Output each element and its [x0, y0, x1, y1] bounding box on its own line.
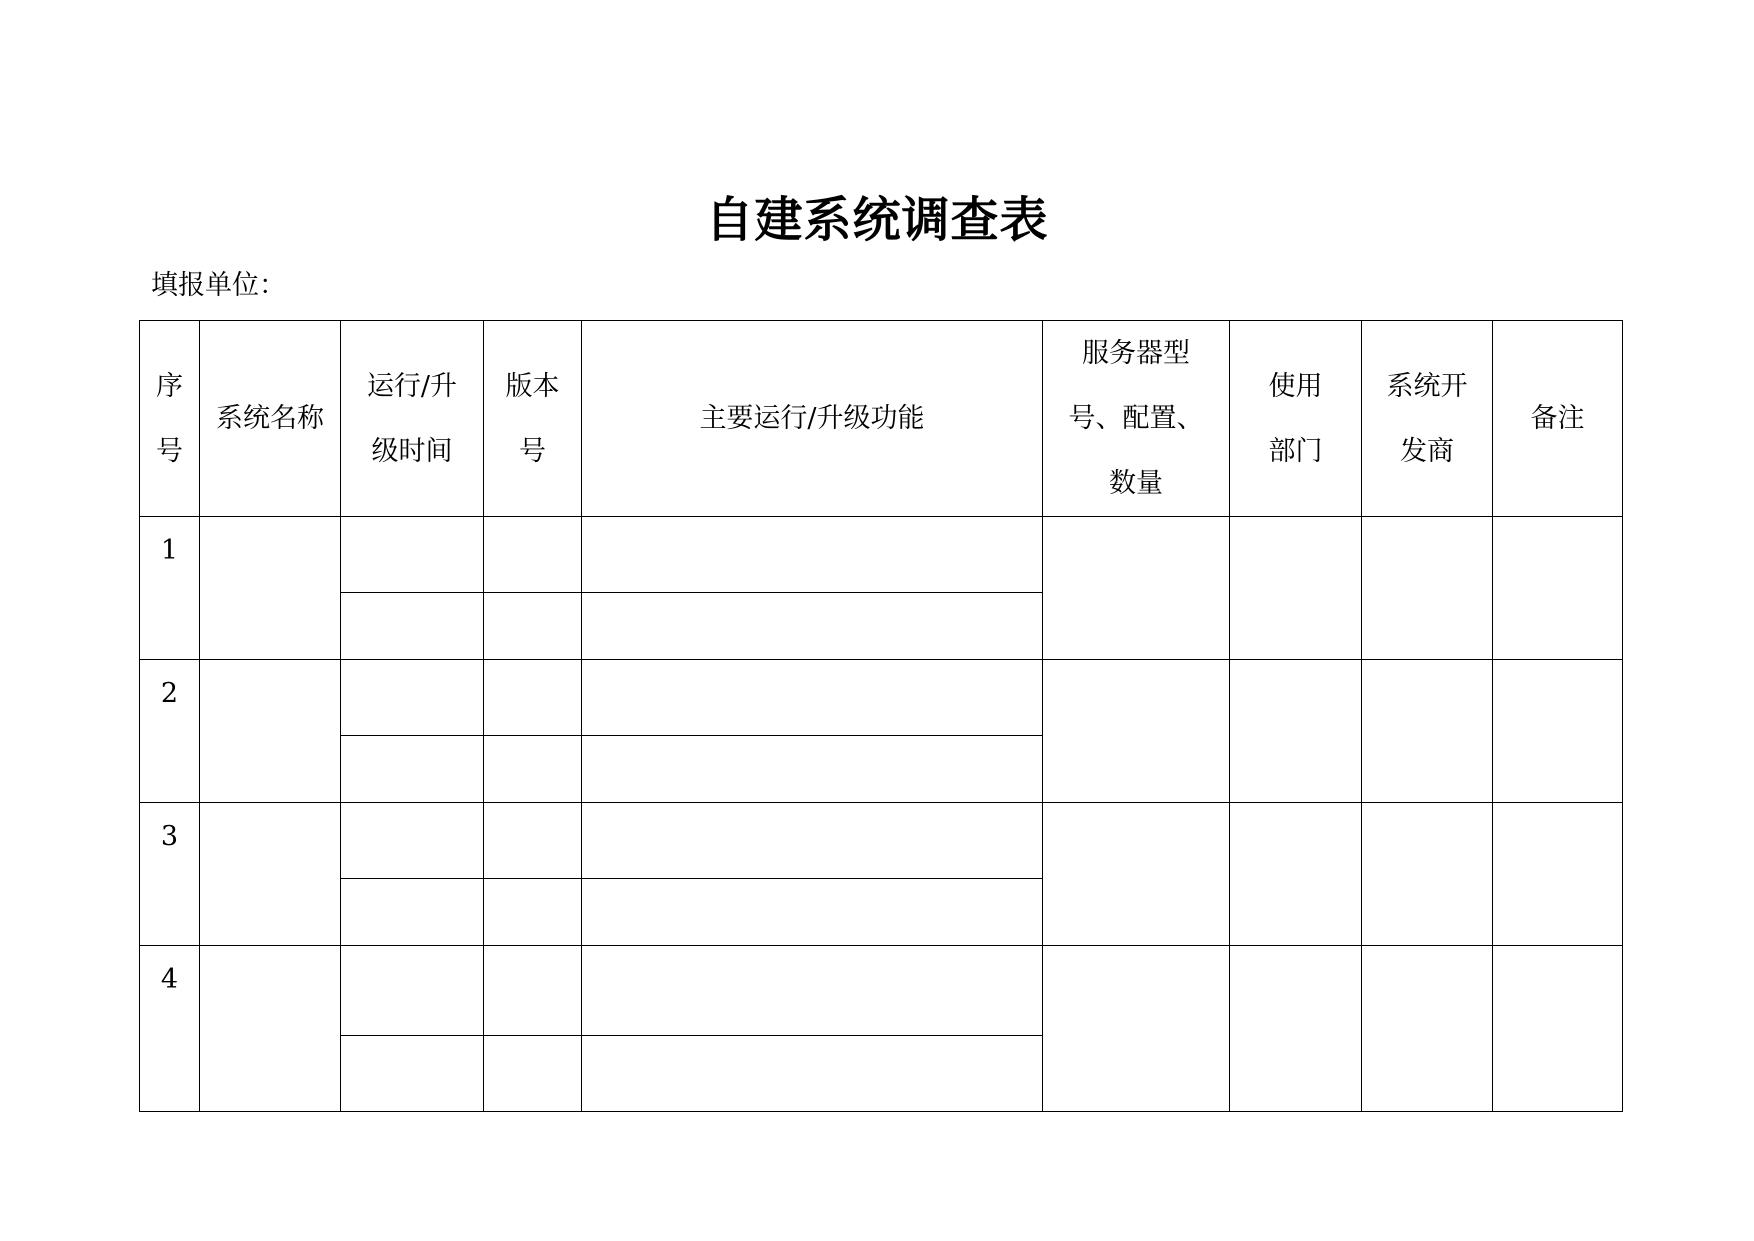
seq-cell: 1 — [140, 517, 200, 660]
main-function-cell[interactable] — [582, 946, 1043, 1036]
header-cell-run-time: 运行/升级时间 — [341, 321, 484, 517]
developer-cell[interactable] — [1362, 660, 1493, 803]
system-name-cell[interactable] — [200, 517, 341, 660]
department-cell[interactable] — [1230, 946, 1362, 1112]
run-time-cell[interactable] — [341, 1036, 484, 1112]
run-time-cell[interactable] — [341, 736, 484, 803]
table-row — [140, 803, 1623, 879]
server-cell[interactable] — [1043, 946, 1230, 1112]
table-header-row — [140, 321, 1623, 517]
main-function-cell[interactable] — [582, 879, 1043, 946]
survey-table — [139, 320, 1623, 1112]
system-name-cell[interactable] — [200, 660, 341, 803]
main-function-cell[interactable] — [582, 803, 1043, 879]
developer-cell[interactable] — [1362, 946, 1493, 1112]
developer-cell[interactable] — [1362, 517, 1493, 660]
main-function-cell[interactable] — [582, 593, 1043, 660]
header-cell-remarks: 备注 — [1493, 321, 1623, 517]
version-cell[interactable] — [484, 736, 582, 803]
server-cell[interactable] — [1043, 660, 1230, 803]
header-cell-department: 使用部门 — [1230, 321, 1362, 517]
remarks-cell[interactable] — [1493, 660, 1623, 803]
remarks-cell[interactable] — [1493, 946, 1623, 1112]
version-cell[interactable] — [484, 593, 582, 660]
seq-cell: 4 — [140, 946, 200, 1112]
developer-cell[interactable] — [1362, 803, 1493, 946]
version-cell[interactable] — [484, 946, 582, 1036]
department-cell[interactable] — [1230, 660, 1362, 803]
document-title: 自建系统调查表 — [705, 192, 1049, 248]
department-cell[interactable] — [1230, 517, 1362, 660]
reporting-unit-label: 填报单位： — [151, 270, 286, 301]
version-cell[interactable] — [484, 660, 582, 736]
run-time-cell[interactable] — [341, 946, 484, 1036]
header-cell-server: 服务器型号、配置、数量 — [1043, 321, 1230, 517]
run-time-cell[interactable] — [341, 517, 484, 593]
header-cell-developer: 系统开发商 — [1362, 321, 1493, 517]
server-cell[interactable] — [1043, 517, 1230, 660]
department-cell[interactable] — [1230, 803, 1362, 946]
remarks-cell[interactable] — [1493, 803, 1623, 946]
main-function-cell[interactable] — [582, 736, 1043, 803]
remarks-cell[interactable] — [1493, 517, 1623, 660]
main-function-cell[interactable] — [582, 517, 1043, 593]
run-time-cell[interactable] — [341, 660, 484, 736]
table-row — [140, 517, 1623, 593]
seq-cell: 2 — [140, 660, 200, 803]
server-cell[interactable] — [1043, 803, 1230, 946]
version-cell[interactable] — [484, 803, 582, 879]
main-function-cell[interactable] — [582, 1036, 1043, 1112]
table-row — [140, 946, 1623, 1036]
seq-cell: 3 — [140, 803, 200, 946]
header-cell-seq: 序号 — [140, 321, 200, 517]
version-cell[interactable] — [484, 1036, 582, 1112]
header-cell-version: 版本号 — [484, 321, 582, 517]
table-row — [140, 660, 1623, 736]
system-name-cell[interactable] — [200, 803, 341, 946]
run-time-cell[interactable] — [341, 879, 484, 946]
system-name-cell[interactable] — [200, 946, 341, 1112]
header-cell-main-function: 主要运行/升级功能 — [582, 321, 1043, 517]
header-cell-system-name: 系统名称 — [200, 321, 341, 517]
run-time-cell[interactable] — [341, 593, 484, 660]
run-time-cell[interactable] — [341, 803, 484, 879]
version-cell[interactable] — [484, 879, 582, 946]
main-function-cell[interactable] — [582, 660, 1043, 736]
version-cell[interactable] — [484, 517, 582, 593]
